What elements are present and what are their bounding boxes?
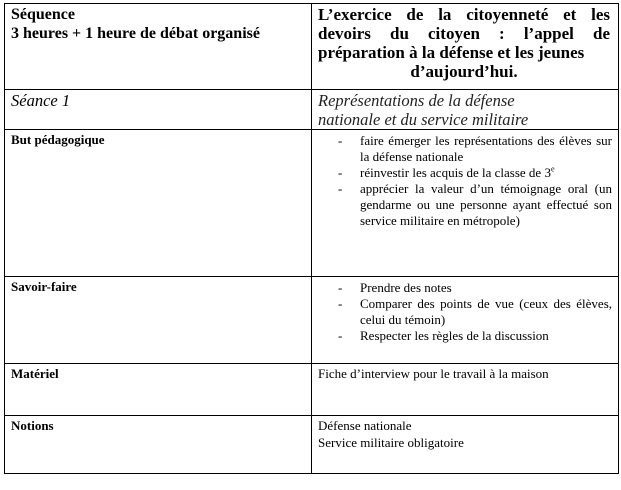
seance-title [318, 91, 612, 129]
savoir-content-cell [312, 277, 619, 364]
list-item [338, 296, 612, 328]
but-label: But pédagogique [11, 132, 105, 147]
list-item [338, 133, 612, 165]
savoir-label: Savoir-faire [11, 279, 77, 294]
but-content-cell [312, 130, 619, 277]
list-item [338, 181, 612, 229]
list-item [338, 328, 612, 344]
seance-title-line-1: Représentations de la défense [318, 91, 515, 110]
sequence-row [5, 4, 619, 90]
theme-line-2: devoirs du citoyen : l’appel de [318, 24, 610, 43]
notions-row [5, 416, 619, 474]
bullet-dash: - [338, 280, 343, 295]
seance-label: Séance 1 [11, 91, 71, 110]
theme-line-1: L’exercice de la citoyenneté et les [318, 5, 610, 24]
savoir-label-cell [5, 277, 312, 364]
materiel-label-cell [5, 364, 312, 416]
bullet-dash: - [338, 328, 343, 343]
bullet-dash: - [338, 165, 343, 180]
list-item [338, 280, 612, 296]
list-item-text: Prendre des notes [360, 280, 452, 295]
list-item-text: faire émerger les représentations des élèves sur la défense nationale [360, 133, 612, 164]
theme-line-3: préparation à la défense et les jeunes [318, 43, 585, 62]
seance-row [5, 90, 619, 130]
lesson-plan-table [4, 3, 619, 474]
notions-label-cell [5, 416, 312, 474]
list-item-text: Comparer des points de vue (ceux des élèves, celui du témoin) [360, 296, 612, 327]
sequence-cell [5, 4, 312, 90]
materiel-row [5, 364, 619, 416]
notions-line-2: Service militaire obligatoire [318, 435, 464, 450]
list-item-text: réinvestir les acquis de la classe de 3 [360, 165, 551, 180]
materiel-label: Matériel [11, 366, 59, 381]
theme-title [318, 5, 612, 81]
theme-cell [312, 4, 619, 90]
materiel-text: Fiche d’interview pour le travail à la maison [318, 366, 549, 381]
bullet-dash: - [338, 133, 343, 148]
list-item-text: apprécier la valeur d’un témoignage oral (un gendarme ou une personne ayant effectué son service militaire en métropole) [360, 181, 612, 228]
but-list [318, 133, 612, 229]
notions-label: Notions [11, 418, 54, 433]
savoir-list [318, 280, 612, 344]
superscript-e: e [550, 164, 555, 174]
seance-label-cell [5, 90, 312, 130]
list-item-text: Respecter les règles de la discussion [360, 328, 549, 343]
theme-line-4: d’aujourd’hui. [410, 62, 518, 81]
savoir-row [5, 277, 619, 364]
bullet-dash: - [338, 181, 343, 196]
notions-line-1: Défense nationale [318, 418, 412, 433]
but-row [5, 130, 619, 277]
sequence-hours: 3 heures + 1 heure de débat organisé [11, 25, 260, 42]
seance-title-cell [312, 90, 619, 130]
sequence-label: Séquence [11, 6, 75, 23]
but-label-cell [5, 130, 312, 277]
materiel-content-cell [312, 364, 619, 416]
bullet-dash: - [338, 296, 343, 311]
notions-content-cell [312, 416, 619, 474]
list-item [338, 165, 612, 181]
seance-title-line-2: nationale et du service militaire [318, 110, 529, 129]
